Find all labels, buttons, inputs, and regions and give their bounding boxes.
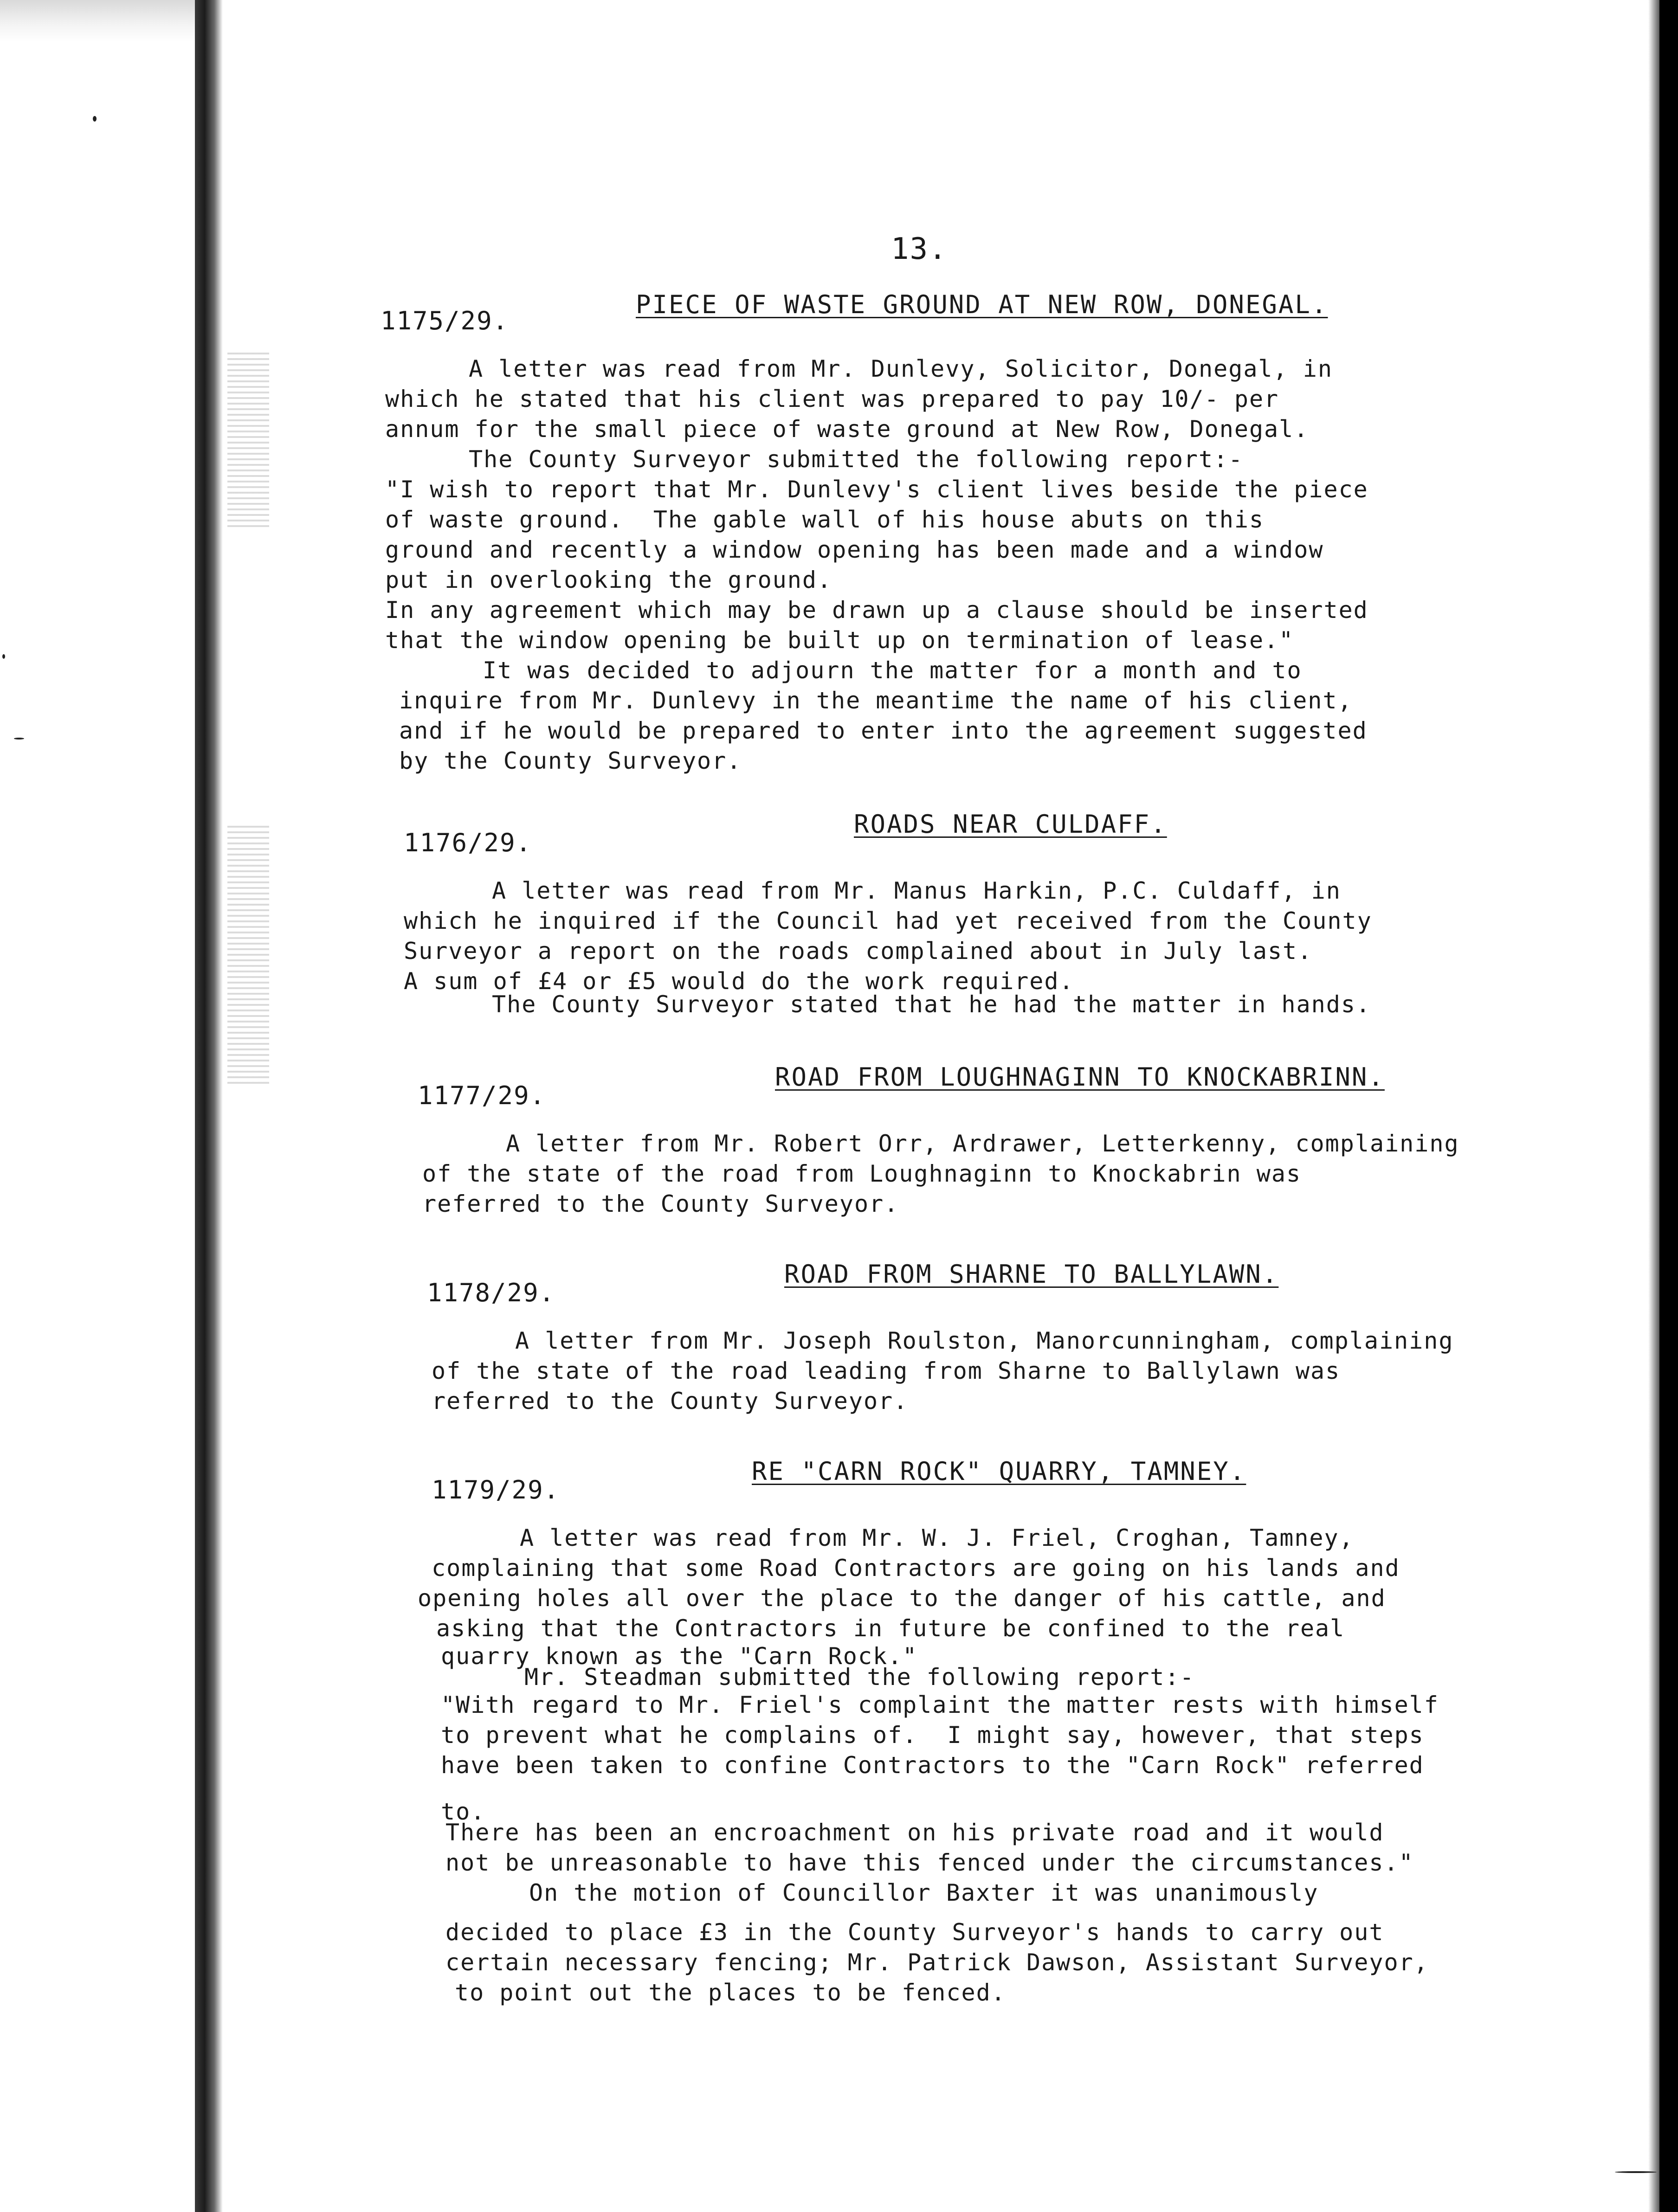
minute-line: In any agreement which may be drawn up a clause should be inserted	[385, 597, 1368, 624]
minute-heading: RE "CARN ROCK" QUARRY, TAMNEY.	[752, 1457, 1246, 1486]
minute-line: to point out the places to be fenced.	[455, 1979, 1006, 2006]
minute-line: that the window opening be built up on termination of lease."	[385, 627, 1294, 654]
minute-line: ground and recently a window opening has been made and a window	[385, 536, 1324, 563]
minute-line: put in overlooking the ground.	[385, 566, 833, 593]
minute-line: of the state of the road from Loughnaginn to Knockabrin was	[422, 1160, 1302, 1187]
scan-speck	[14, 738, 24, 739]
minute-line: A letter from Mr. Robert Orr, Ardrawer, Letterkenny, complaining	[506, 1130, 1459, 1157]
minute-heading: PIECE OF WASTE GROUND AT NEW ROW, DONEGAL.	[636, 290, 1328, 319]
scan-speck	[93, 116, 97, 122]
scan-edge-right-shadow	[1648, 0, 1659, 2212]
scan-edge-left	[195, 0, 223, 2212]
minute-ref: 1177/29.	[418, 1081, 546, 1110]
minute-line: It was decided to adjourn the matter for a month and to	[483, 657, 1302, 684]
minute-line: A letter from Mr. Joseph Roulston, Manorcunningham, complaining	[515, 1327, 1454, 1354]
minute-line: referred to the County Surveyor.	[422, 1190, 899, 1217]
minute-line: and if he would be prepared to enter into the agreement suggested	[399, 717, 1368, 744]
minute-line: annum for the small piece of waste ground at New Row, Donegal.	[385, 416, 1309, 443]
scan-grain	[227, 353, 269, 529]
minute-line: of the state of the road leading from Sharne to Ballylawn was	[432, 1357, 1341, 1384]
minute-line: opening holes all over the place to the danger of his cattle, and	[418, 1585, 1386, 1612]
minute-line: The County Surveyor submitted the following report:-	[469, 446, 1244, 473]
minute-line: of waste ground. The gable wall of his house abuts on this	[385, 506, 1265, 533]
minute-ref: 1178/29.	[427, 1278, 555, 1307]
minute-line: Mr. Steadman submitted the following report:-	[524, 1664, 1195, 1691]
minute-line: referred to the County Surveyor.	[432, 1388, 909, 1415]
minute-line: inquire from Mr. Dunlevy in the meantime the name of his client,	[399, 687, 1353, 714]
scan-grain	[227, 826, 269, 1086]
minute-line: A letter was read from Mr. Dunlevy, Solicitor, Donegal, in	[469, 355, 1333, 382]
minute-ref: 1179/29.	[432, 1475, 560, 1505]
minute-line: to prevent what he complains of. I might say, however, that steps	[441, 1722, 1424, 1749]
minute-line: certain necessary fencing; Mr. Patrick Dawson, Assistant Surveyor,	[445, 1949, 1429, 1976]
minute-line: complaining that some Road Contractors are going on his lands and	[432, 1555, 1400, 1582]
minute-line: decided to place £3 in the County Surveyor's hands to carry out	[445, 1919, 1384, 1946]
minute-line: The County Surveyor stated that he had the matter in hands.	[492, 991, 1371, 1018]
minute-line: "With regard to Mr. Friel's complaint the matter rests with himself	[441, 1691, 1439, 1718]
minute-line: A letter was read from Mr. Manus Harkin, P.C. Culdaff, in	[492, 877, 1341, 904]
minute-line: by the County Surveyor.	[399, 747, 742, 774]
minute-line: asking that the Contractors in future be confined to the real	[436, 1615, 1345, 1642]
minute-line: There has been an encroachment on his private road and it would	[445, 1819, 1384, 1846]
minute-line: quarry known as the "Carn Rock."	[441, 1643, 918, 1670]
minute-ref: 1175/29.	[381, 306, 509, 335]
minute-line: A letter was read from Mr. W. J. Friel, Croghan, Tamney,	[520, 1524, 1354, 1551]
scan-edge-right	[1659, 0, 1678, 2212]
scan-speck	[1615, 2171, 1657, 2173]
scan-edge-top	[0, 0, 213, 42]
minute-line: On the motion of Councillor Baxter it was unanimously	[529, 1879, 1319, 1906]
minute-line: which he inquired if the Council had yet received from the County	[404, 907, 1372, 934]
minute-heading: ROAD FROM LOUGHNAGINN TO KNOCKABRINN.	[775, 1062, 1385, 1092]
minute-heading: ROAD FROM SHARNE TO BALLYLAWN.	[784, 1260, 1279, 1289]
minute-line: have been taken to confine Contractors to the "Carn Rock" referred	[441, 1752, 1424, 1779]
minute-line: Surveyor a report on the roads complained about in July last.	[404, 938, 1313, 965]
scan-speck	[2, 654, 5, 659]
minute-heading: ROADS NEAR CULDAFF.	[854, 810, 1167, 839]
minute-line: A sum of £4 or £5 would do the work required.	[404, 968, 1074, 995]
minute-line: "I wish to report that Mr. Dunlevy's client lives beside the piece	[385, 476, 1368, 503]
minute-line: which he stated that his client was prepared to pay 10/- per	[385, 386, 1279, 412]
minute-line: to.	[441, 1798, 486, 1825]
minute-line: not be unreasonable to have this fenced under the circumstances."	[445, 1849, 1414, 1876]
page-number: 13.	[891, 232, 948, 266]
minute-ref: 1176/29.	[404, 828, 532, 857]
